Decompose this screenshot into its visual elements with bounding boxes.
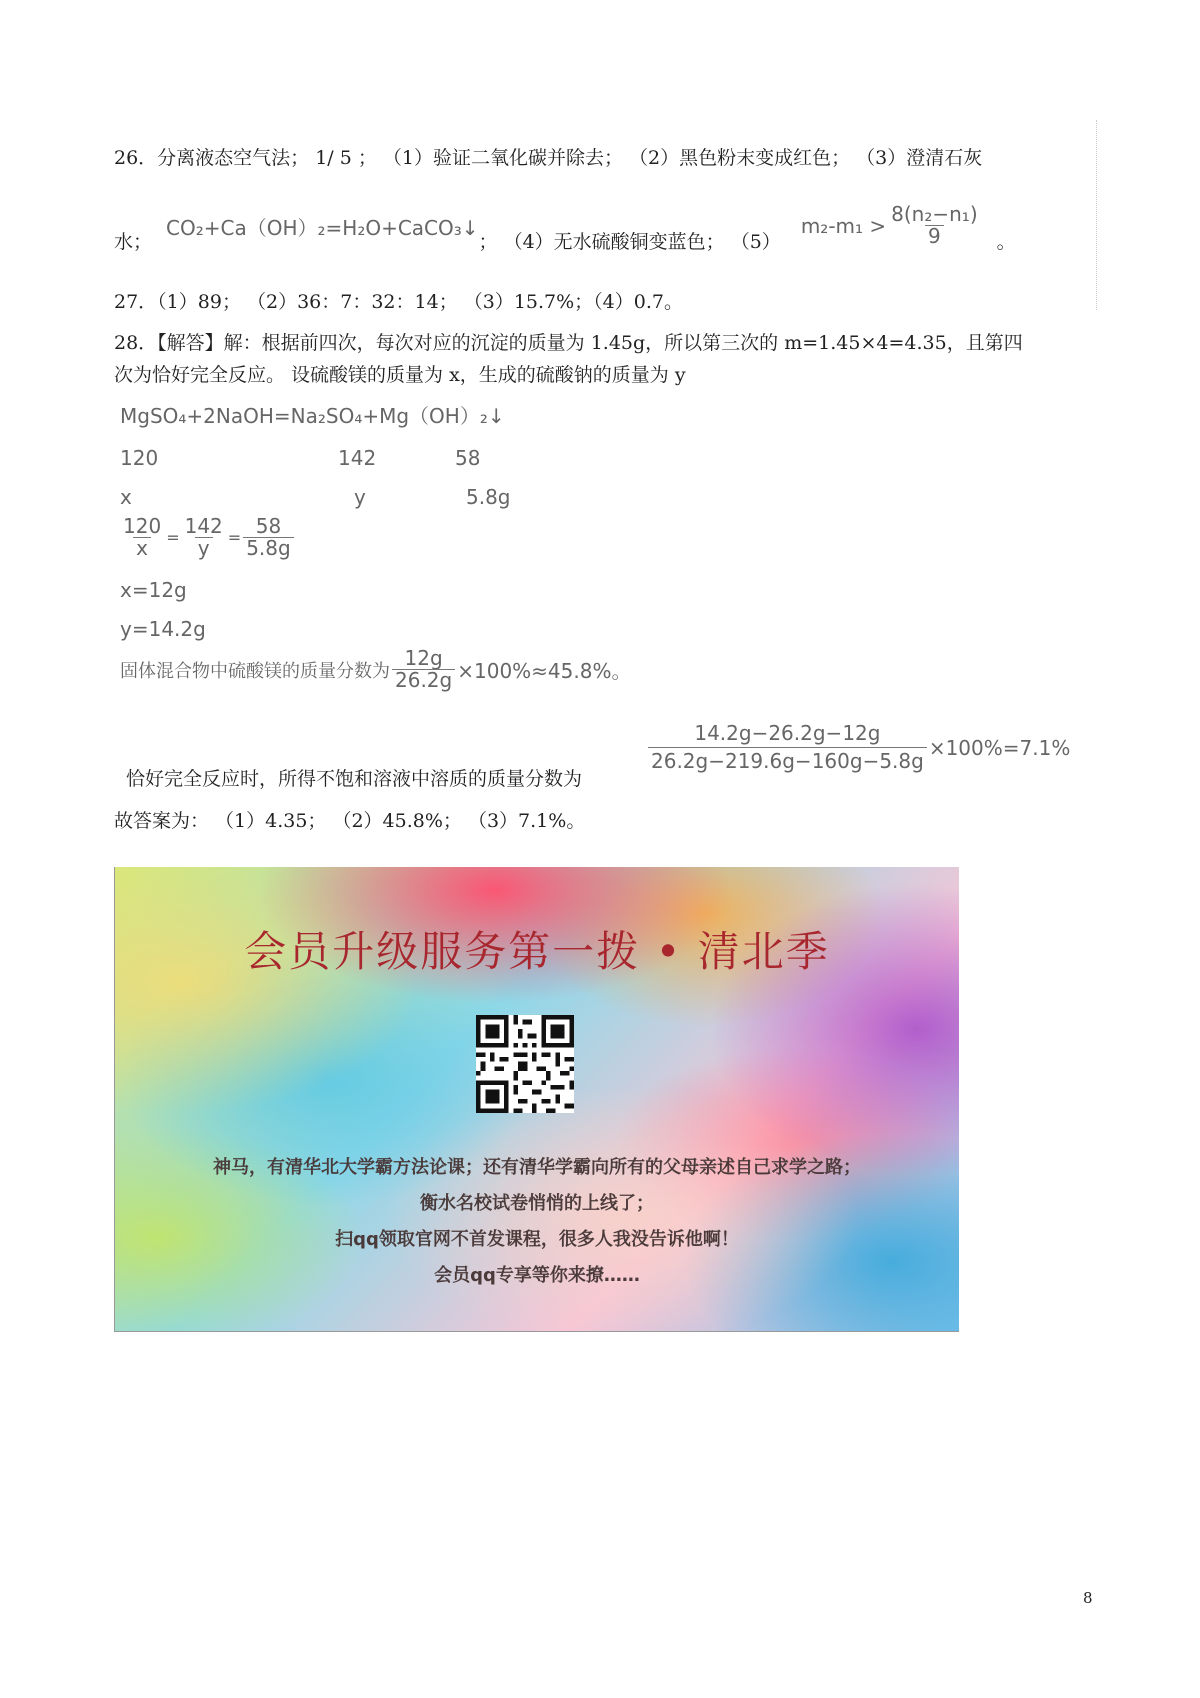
banner-line-1: 神马，有清华北大学霸方法论课；还有清华学霸向所有的父母亲述自己求学之路； (213, 1157, 861, 1178)
q26-ineq-left: m₂-m₁ > (800, 213, 887, 238)
q28-line1: 28．【解答】解：根据前四次，每次对应的沉淀的质量为 1.45g，所以第三次的 m=1.45×4=4.35，且第四 (114, 332, 1023, 354)
solute-den: 26.2g−219.6g−160g−5.8g (648, 747, 927, 772)
q28-y-result: y=14.2g (120, 617, 206, 641)
mass-fraction-label: 固体混合物中硫酸镁的质量分数为 (120, 660, 390, 682)
q26-line2 (114, 202, 1016, 254)
promo-banner[interactable] (114, 867, 959, 1332)
page-number: 8 (1083, 1589, 1093, 1607)
q28-mass-fraction (120, 648, 631, 691)
mass-fraction-den: 26.2g (392, 669, 455, 691)
margin-dotted-line (1096, 120, 1097, 310)
q28-mass-142: 142 (338, 446, 377, 470)
banner-line-4: 会员qq专享等你来撩…… (434, 1265, 640, 1286)
q28-mass-120: 120 (120, 446, 159, 470)
ratio-den-1: x (133, 537, 151, 559)
q26-prefix: 水； (114, 231, 153, 253)
q26-end: 。 (996, 231, 1016, 253)
ratio-den-3: 5.8g (243, 537, 294, 559)
mass-fraction-num: 12g (404, 646, 443, 670)
q28-mass-58: 58 (455, 446, 481, 470)
mass-fraction-tail: ×100%≈45.8%。 (457, 659, 632, 683)
q28-solute-label: 恰好完全反应时，所得不饱和溶液中溶质的质量分数为 (126, 768, 583, 790)
ratio-num-3: 58 (255, 514, 282, 538)
q28-solute-fraction (646, 723, 1070, 772)
equals-sign: = (227, 528, 242, 547)
q28-equation: MgSO₄+2NaOH=Na₂SO₄+Mg（OH）₂↓ (120, 404, 505, 428)
q26-ineq-fraction (888, 204, 980, 247)
solute-fraction (648, 723, 927, 772)
ratio-fraction-3 (243, 516, 294, 559)
banner-line-3: 扫qq领取官网不首发课程，很多人我没告诉他啊！ (335, 1229, 739, 1250)
q26-equation: CO₂+Ca（OH）₂=H₂O+CaCO₃↓ (166, 216, 479, 240)
ratio-num-1: 120 (123, 514, 162, 538)
ratio-num-2: 142 (184, 514, 223, 538)
q28-unknown-y: y (354, 485, 366, 509)
ratio-fraction-1 (120, 516, 164, 559)
qr-code-icon[interactable] (476, 1015, 574, 1113)
q26-ineq-den: 9 (925, 225, 944, 247)
q28-x-result: x=12g (120, 578, 187, 602)
q26-ineq-num: 8(n₂−n₁) (891, 202, 978, 226)
q28-unknown-58g: 5.8g (466, 485, 511, 509)
q28-unknown-x: x (120, 485, 132, 509)
q28-line2: 次为恰好完全反应。 设硫酸镁的质量为 x，生成的硫酸钠的质量为 y (114, 364, 686, 386)
q27-line: 27．（1）89； （2）36：7：32：14； （3）15.7%；（4）0.7。 (114, 291, 683, 313)
q28-answer: 故答案为： （1）4.35； （2）45.8%； （3）7.1%。 (114, 810, 586, 832)
ratio-den-2: y (195, 537, 213, 559)
ratio-fraction-2 (182, 516, 226, 559)
q28-ratio (118, 516, 296, 559)
q26-part4: ； （4）无水硫酸铜变蓝色； （5） (478, 231, 781, 253)
solute-tail: ×100%=7.1% (928, 735, 1071, 760)
q26-line1: 26．分离液态空气法； 1/ 5 ； （1）验证二氧化碳并除去； （2）黑色粉末变成红色； （3）澄清石灰 (114, 147, 983, 169)
mass-fraction-fraction (392, 648, 455, 691)
q26-inequality (801, 204, 983, 247)
equals-sign: = (166, 528, 180, 547)
banner-title: 会员升级服务第一拨 • 清北季 (244, 927, 830, 976)
solute-num: 14.2g−26.2g−12g (694, 721, 881, 745)
banner-line-2: 衡水名校试卷悄悄的上线了； (420, 1193, 654, 1214)
